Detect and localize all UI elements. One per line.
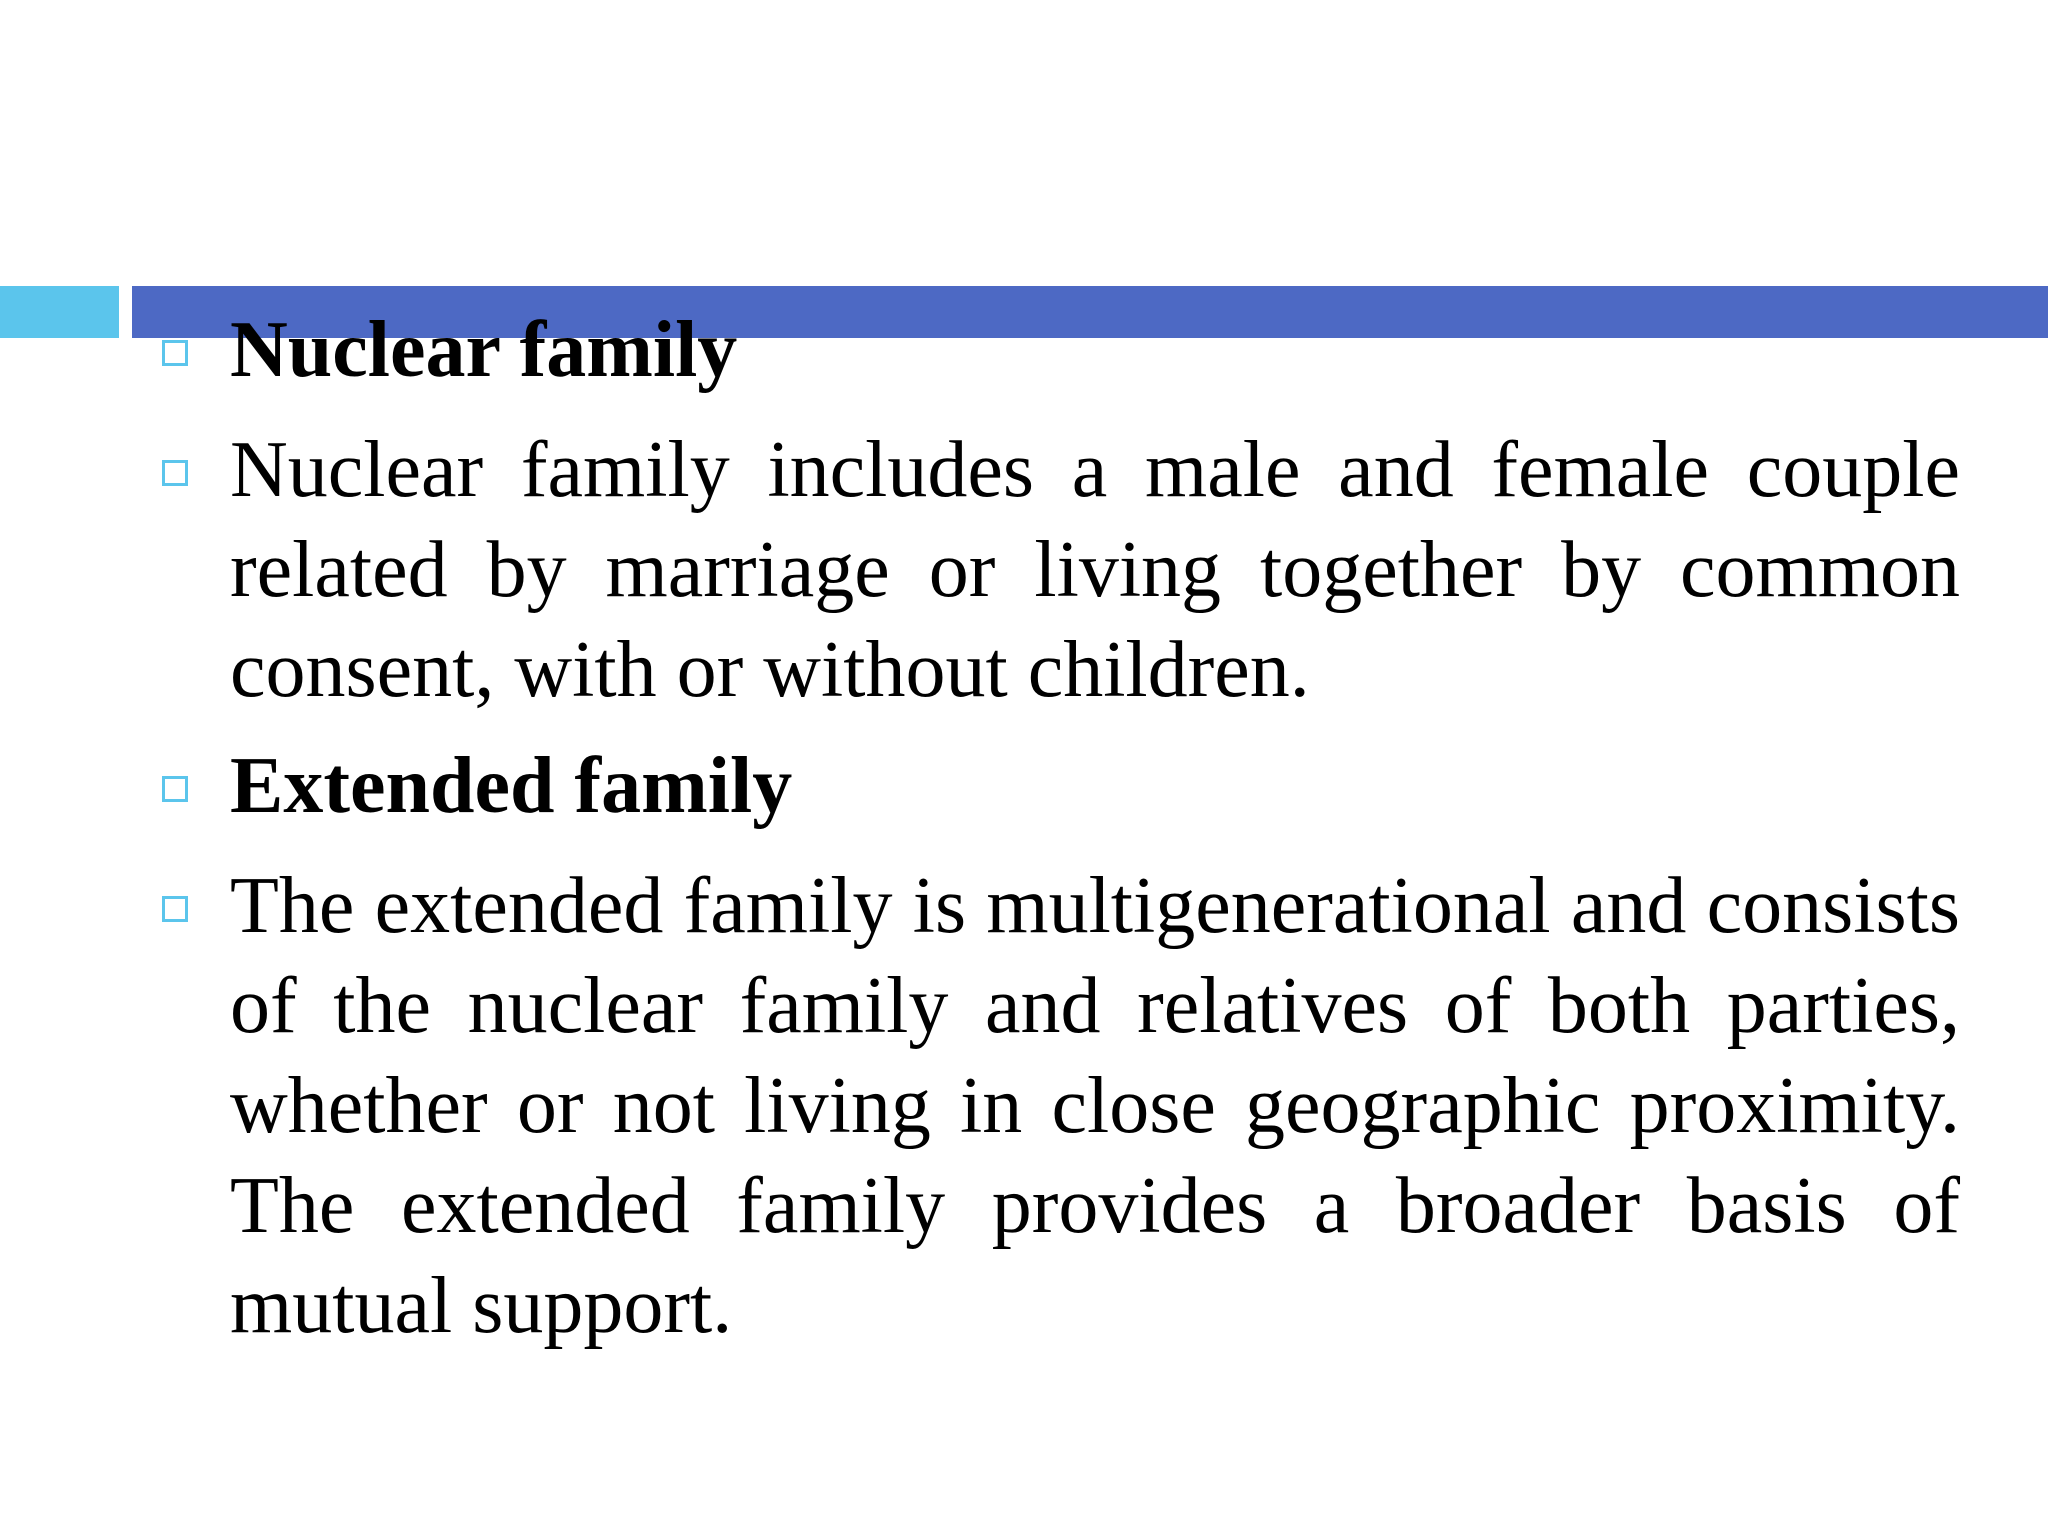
bullet-item-extended-family-heading (160, 736, 1960, 836)
bullet-text: Nuclear family (230, 306, 738, 394)
bullet-text: The extended family is multigenerational and consists of the nuclear family and relatives of both parties, whether or not living in close geographic proximity. The extended family provides a broader basis of mutual support. (230, 862, 1960, 1350)
square-bullet-icon (162, 776, 188, 802)
bullet-text: Nuclear family includes a male and female couple related by marriage or living together by common consent, with or without children. (230, 426, 1960, 714)
accent-bar-left (0, 286, 119, 338)
square-bullet-icon (162, 460, 188, 486)
square-bullet-icon (162, 340, 188, 366)
bullet-text: Extended family (230, 742, 793, 830)
bullet-item-nuclear-family-definition (160, 420, 1960, 720)
bullet-item-nuclear-family-heading (160, 300, 1960, 400)
bullet-item-extended-family-definition (160, 856, 1960, 1356)
slide-content (160, 300, 1960, 1356)
square-bullet-icon (162, 896, 188, 922)
